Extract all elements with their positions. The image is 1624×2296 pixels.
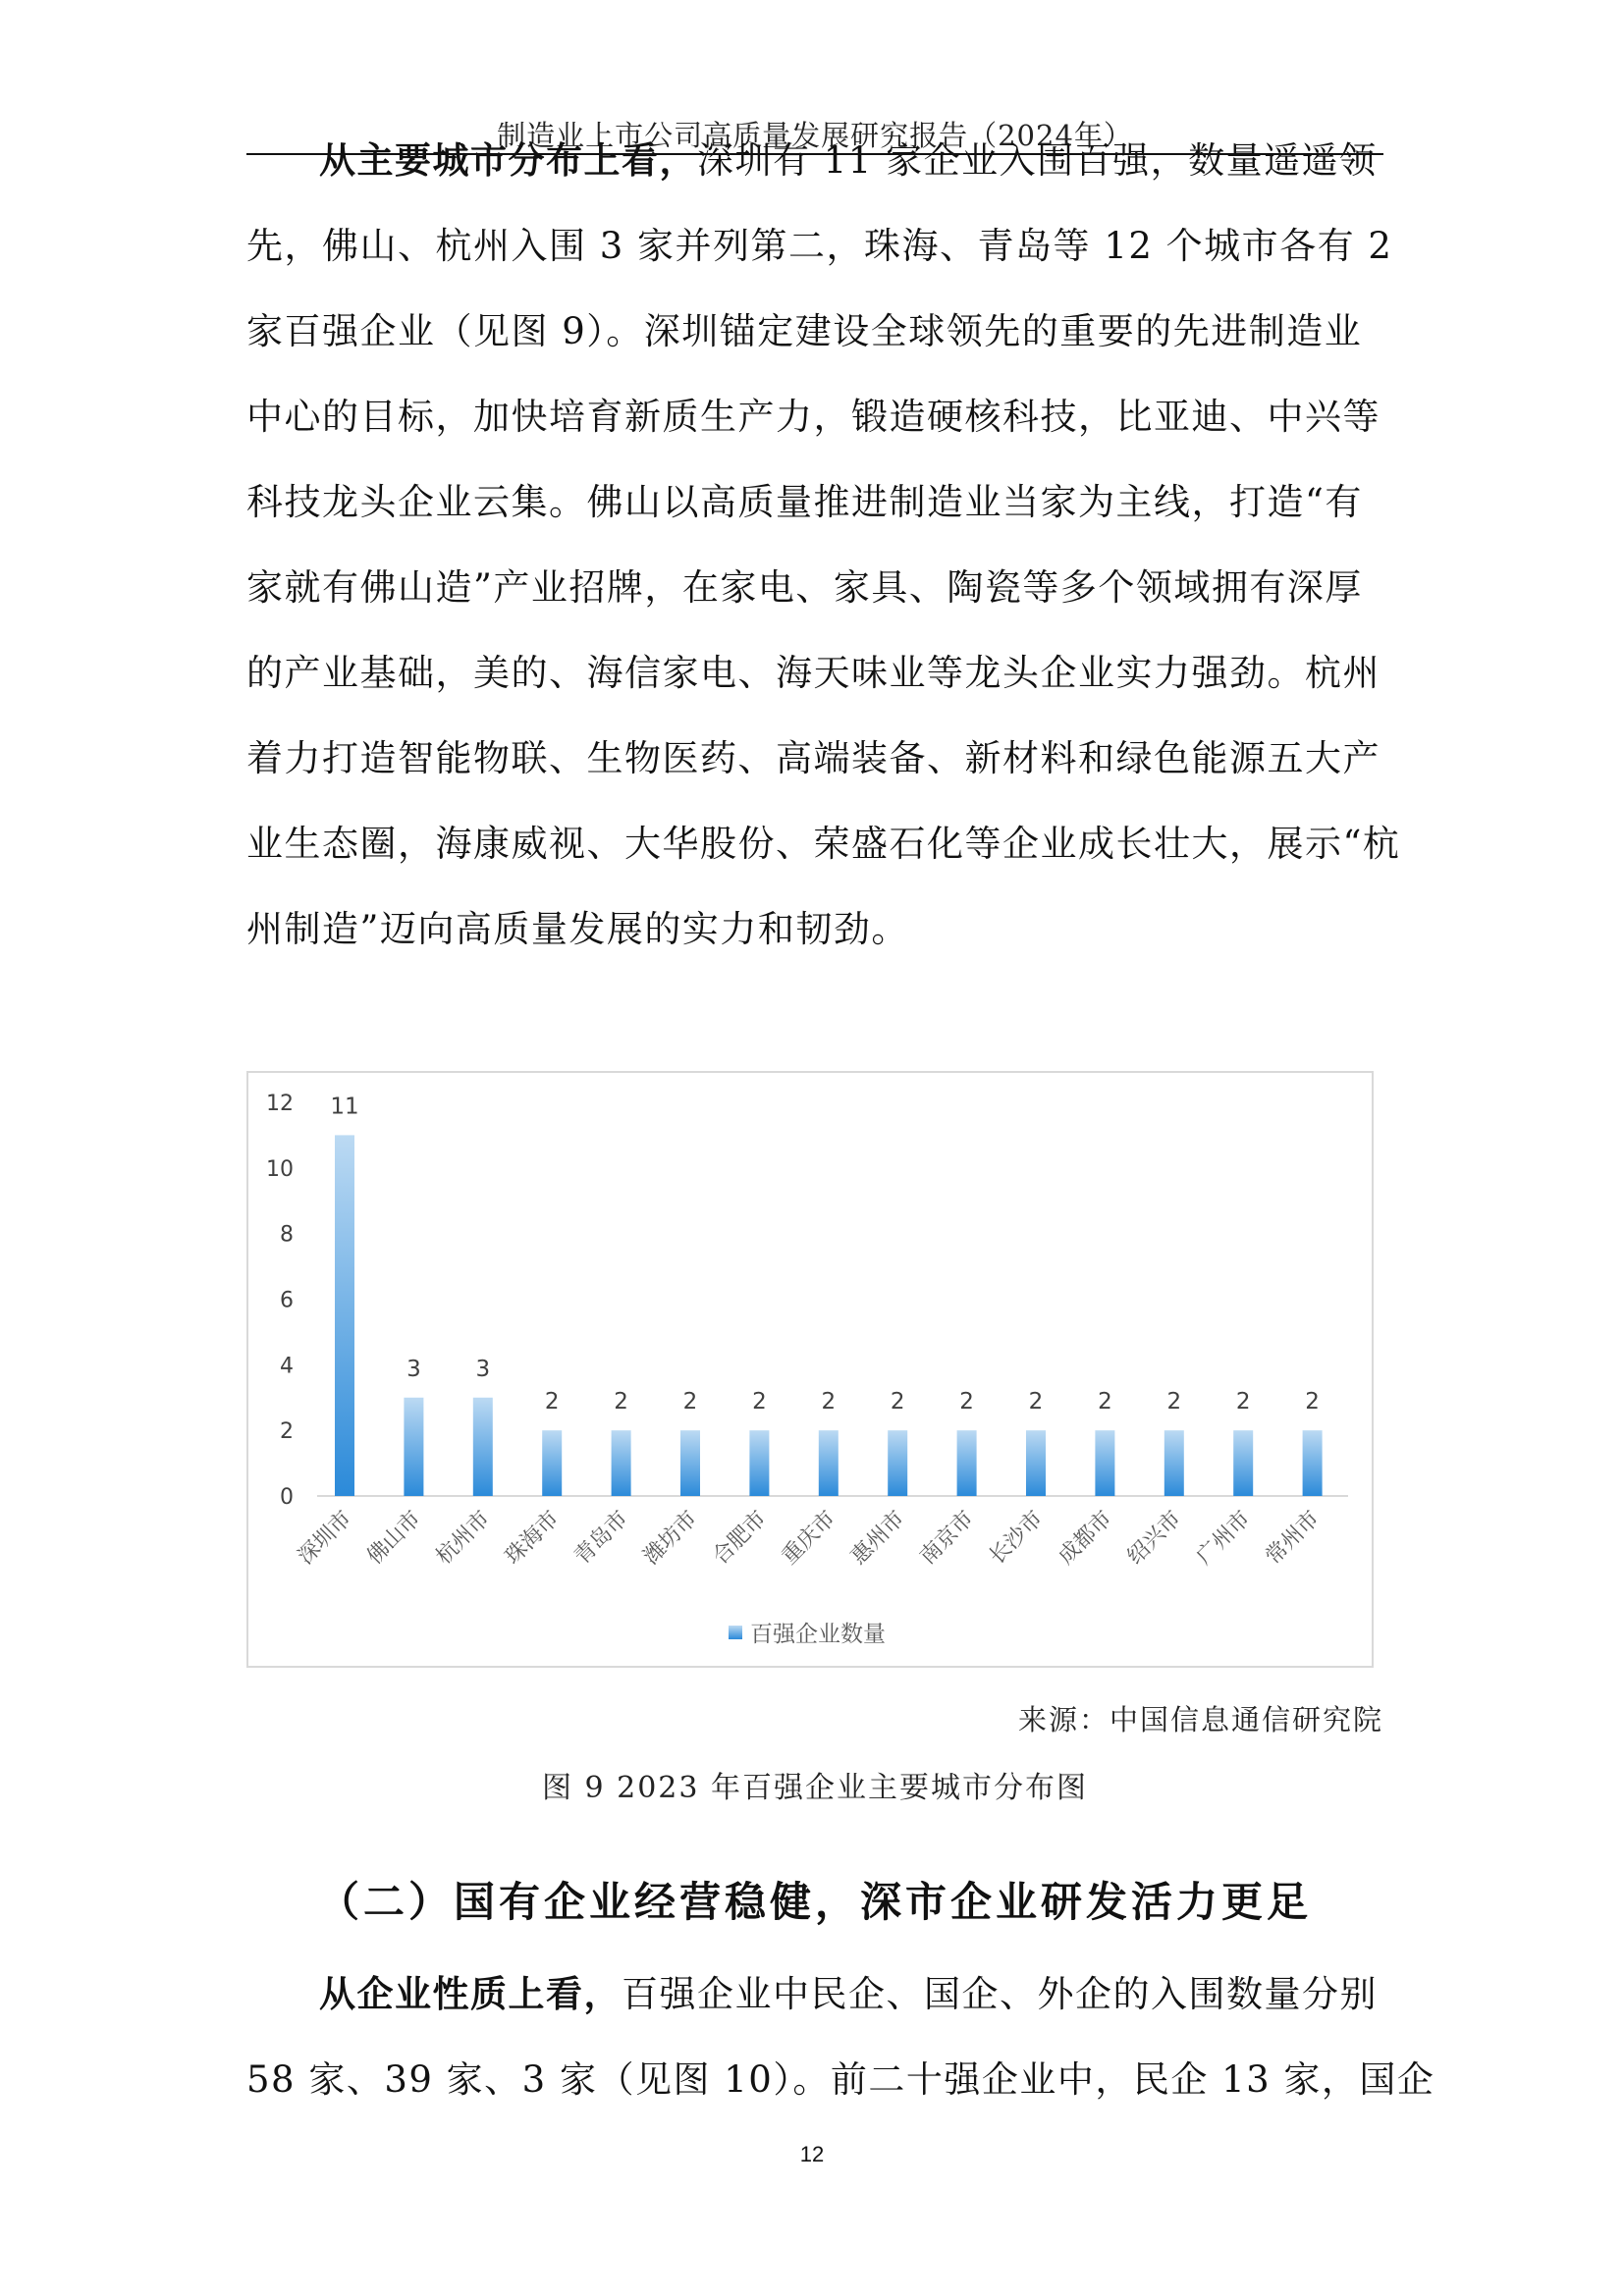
section-heading: （二）国有企业经营稳健，深市企业研发活力更足 (317, 1878, 1312, 1926)
y-tick-label: 6 (280, 1288, 294, 1313)
bar (404, 1398, 423, 1496)
bar (819, 1430, 839, 1496)
bar-value-label: 2 (890, 1389, 905, 1415)
page-number: 12 (799, 2142, 825, 2166)
chart-legend (729, 1622, 886, 1647)
x-category-label: 长沙市 (984, 1506, 1049, 1570)
x-category-label: 绍兴市 (1122, 1506, 1187, 1570)
page-header-title: 制造业上市公司高质量发展研究报告（2024年） (497, 119, 1133, 152)
paragraph-line: 州制造”迈向高质量发展的实力和韧劲。 (246, 908, 909, 950)
x-category-label: 潍坊市 (638, 1506, 703, 1570)
bar-value-label: 2 (1028, 1389, 1044, 1415)
bar-value-label: 2 (959, 1389, 974, 1415)
x-category-label: 杭州市 (431, 1506, 496, 1570)
x-category-label: 惠州市 (846, 1506, 910, 1570)
bar-value-label: 2 (1166, 1389, 1182, 1415)
paragraph-line: 从主要城市分布上看，深圳有 11 家企业入围百强，数量遥遥领 (319, 139, 1378, 182)
x-category-label: 重庆市 (777, 1506, 841, 1570)
paragraph-line: 家就有佛山造”产业招牌，在家电、家具、陶瓷等多个领域拥有深厚 (246, 566, 1363, 609)
bar (1303, 1430, 1323, 1496)
bar (957, 1430, 977, 1496)
y-tick-label: 2 (280, 1419, 294, 1445)
bar (335, 1135, 354, 1496)
bar-value-label: 2 (1098, 1389, 1112, 1415)
x-category-label: 广州市 (1192, 1506, 1256, 1570)
y-tick-label: 8 (280, 1222, 294, 1248)
paragraph-line: 58 家、39 家、3 家（见图 10）。前二十强企业中，民企 13 家，国企 (246, 2058, 1435, 2101)
bar-value-label: 2 (1235, 1389, 1251, 1415)
paragraph-lead: 从企业性质上看， (319, 1973, 622, 2015)
bar (542, 1430, 562, 1496)
chart-canvas (248, 1073, 1376, 1670)
x-axis-category-labels (294, 1507, 1325, 1570)
paragraph-line: 从企业性质上看，百强企业中民企、国企、外企的入围数量分别 (319, 1973, 1378, 2015)
y-tick-label: 4 (280, 1354, 294, 1379)
x-category-label: 常州市 (1261, 1506, 1325, 1570)
bar (1164, 1430, 1184, 1496)
bar (1233, 1430, 1253, 1496)
bar (1026, 1430, 1046, 1496)
x-category-label: 合肥市 (708, 1506, 772, 1570)
bar (888, 1430, 907, 1496)
figure-source: 来源：中国信息通信研究院 (1017, 1703, 1383, 1736)
paragraph-line: 科技龙头企业云集。佛山以高质量推进制造业当家为主线，打造“有 (246, 481, 1363, 523)
y-tick-label: 0 (280, 1485, 294, 1510)
paragraph-line: 的产业基础，美的、海信家电、海天味业等龙头企业实力强劲。杭州 (246, 652, 1380, 694)
paragraph-enterprise-nature (246, 1951, 1435, 2122)
paragraph-line: 着力打造智能物联、生物医药、高端装备、新材料和绿色能源五大产 (246, 737, 1380, 779)
paragraph-lead: 从主要城市分布上看， (319, 139, 697, 182)
bar-value-label: 2 (752, 1389, 767, 1415)
paragraph-line: 家百强企业（见图 9）。深圳锚定建设全球领先的重要的先进制造业 (246, 310, 1363, 352)
x-category-label: 深圳市 (293, 1506, 357, 1570)
bar (680, 1430, 700, 1496)
bar (1095, 1430, 1114, 1496)
bar (749, 1430, 769, 1496)
bar-series (330, 1094, 1322, 1496)
bar-value-label: 2 (821, 1389, 837, 1415)
bar-value-label: 2 (1305, 1389, 1320, 1415)
bar-value-label: 2 (614, 1389, 628, 1415)
bar (473, 1398, 493, 1496)
paragraph-line: 业生态圈，海康威视、大华股份、荣盛石化等企业成长壮大，展示“杭 (246, 823, 1401, 865)
y-tick-label: 12 (266, 1092, 294, 1116)
paragraph-line: 先，佛山、杭州入围 3 家并列第二，珠海、青岛等 12 个城市各有 2 (246, 225, 1393, 267)
x-category-label: 珠海市 (501, 1506, 565, 1570)
x-category-label: 南京市 (915, 1506, 979, 1570)
figure-caption: 图 9 2023 年百强企业主要城市分布图 (541, 1771, 1089, 1805)
legend-label: 百强企业数量 (750, 1622, 886, 1647)
paragraph-line: 中心的目标，加快培育新质生产力，锻造硬核科技，比亚迪、中兴等 (246, 396, 1380, 438)
x-category-label: 佛山市 (362, 1506, 426, 1570)
x-category-label: 青岛市 (569, 1506, 633, 1570)
x-category-label: 成都市 (1054, 1506, 1117, 1570)
bar (612, 1430, 631, 1496)
legend-swatch (729, 1626, 742, 1639)
bar-value-label: 3 (406, 1356, 421, 1382)
bar-value-label: 2 (544, 1389, 560, 1415)
bar-value-label: 3 (475, 1356, 491, 1382)
y-tick-label: 10 (266, 1156, 294, 1182)
bar-chart-city-distribution (246, 1071, 1374, 1668)
y-axis-tick-labels (266, 1092, 294, 1510)
paragraph-city-distribution (246, 118, 1401, 972)
bar-value-label: 2 (682, 1389, 698, 1415)
bar-value-label: 11 (330, 1094, 359, 1120)
